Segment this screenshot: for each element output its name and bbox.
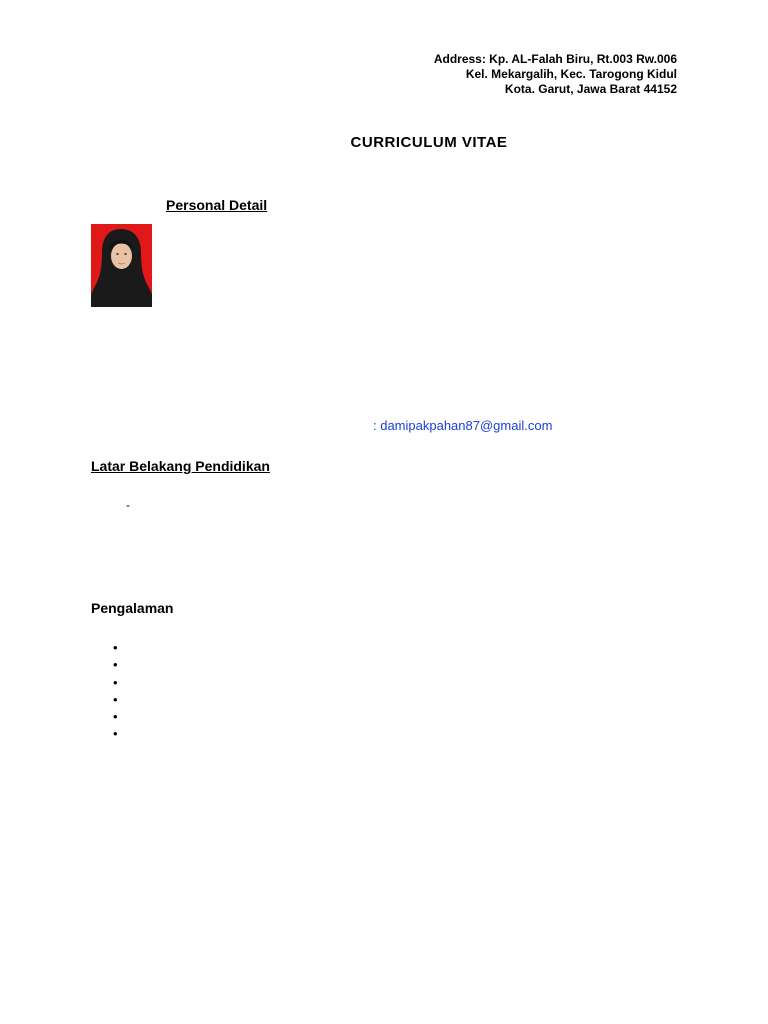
email-address[interactable]: : damipakpahan87@gmail.com: [373, 418, 553, 433]
document-title: CURRICULUM VITAE: [350, 134, 508, 151]
profile-photo: [91, 224, 152, 307]
education-heading: Latar Belakang Pendidikan: [91, 458, 270, 474]
address-line-1: Address: Kp. AL-Falah Biru, Rt.003 Rw.006: [433, 52, 677, 66]
address-line-2: Kel. Mekargalih, Kec. Tarogong Kidul: [465, 67, 677, 81]
experience-bullet-item: [113, 656, 118, 673]
personal-detail-heading: Personal Detail: [166, 197, 268, 213]
profile-photo-illustration: [91, 224, 152, 307]
experience-bullet-list: [113, 639, 118, 743]
experience-bullet-item: [113, 674, 118, 691]
experience-bullet-item: [113, 708, 118, 725]
experience-bullet-item: [113, 691, 118, 708]
education-list-dash: -: [126, 498, 130, 512]
experience-heading: Pengalaman: [91, 600, 174, 616]
address-line-3: Kota. Garut, Jawa Barat 44152: [504, 82, 677, 96]
address-block: [434, 52, 677, 97]
experience-bullet-item: [113, 639, 118, 656]
experience-bullet-item: [113, 725, 118, 742]
